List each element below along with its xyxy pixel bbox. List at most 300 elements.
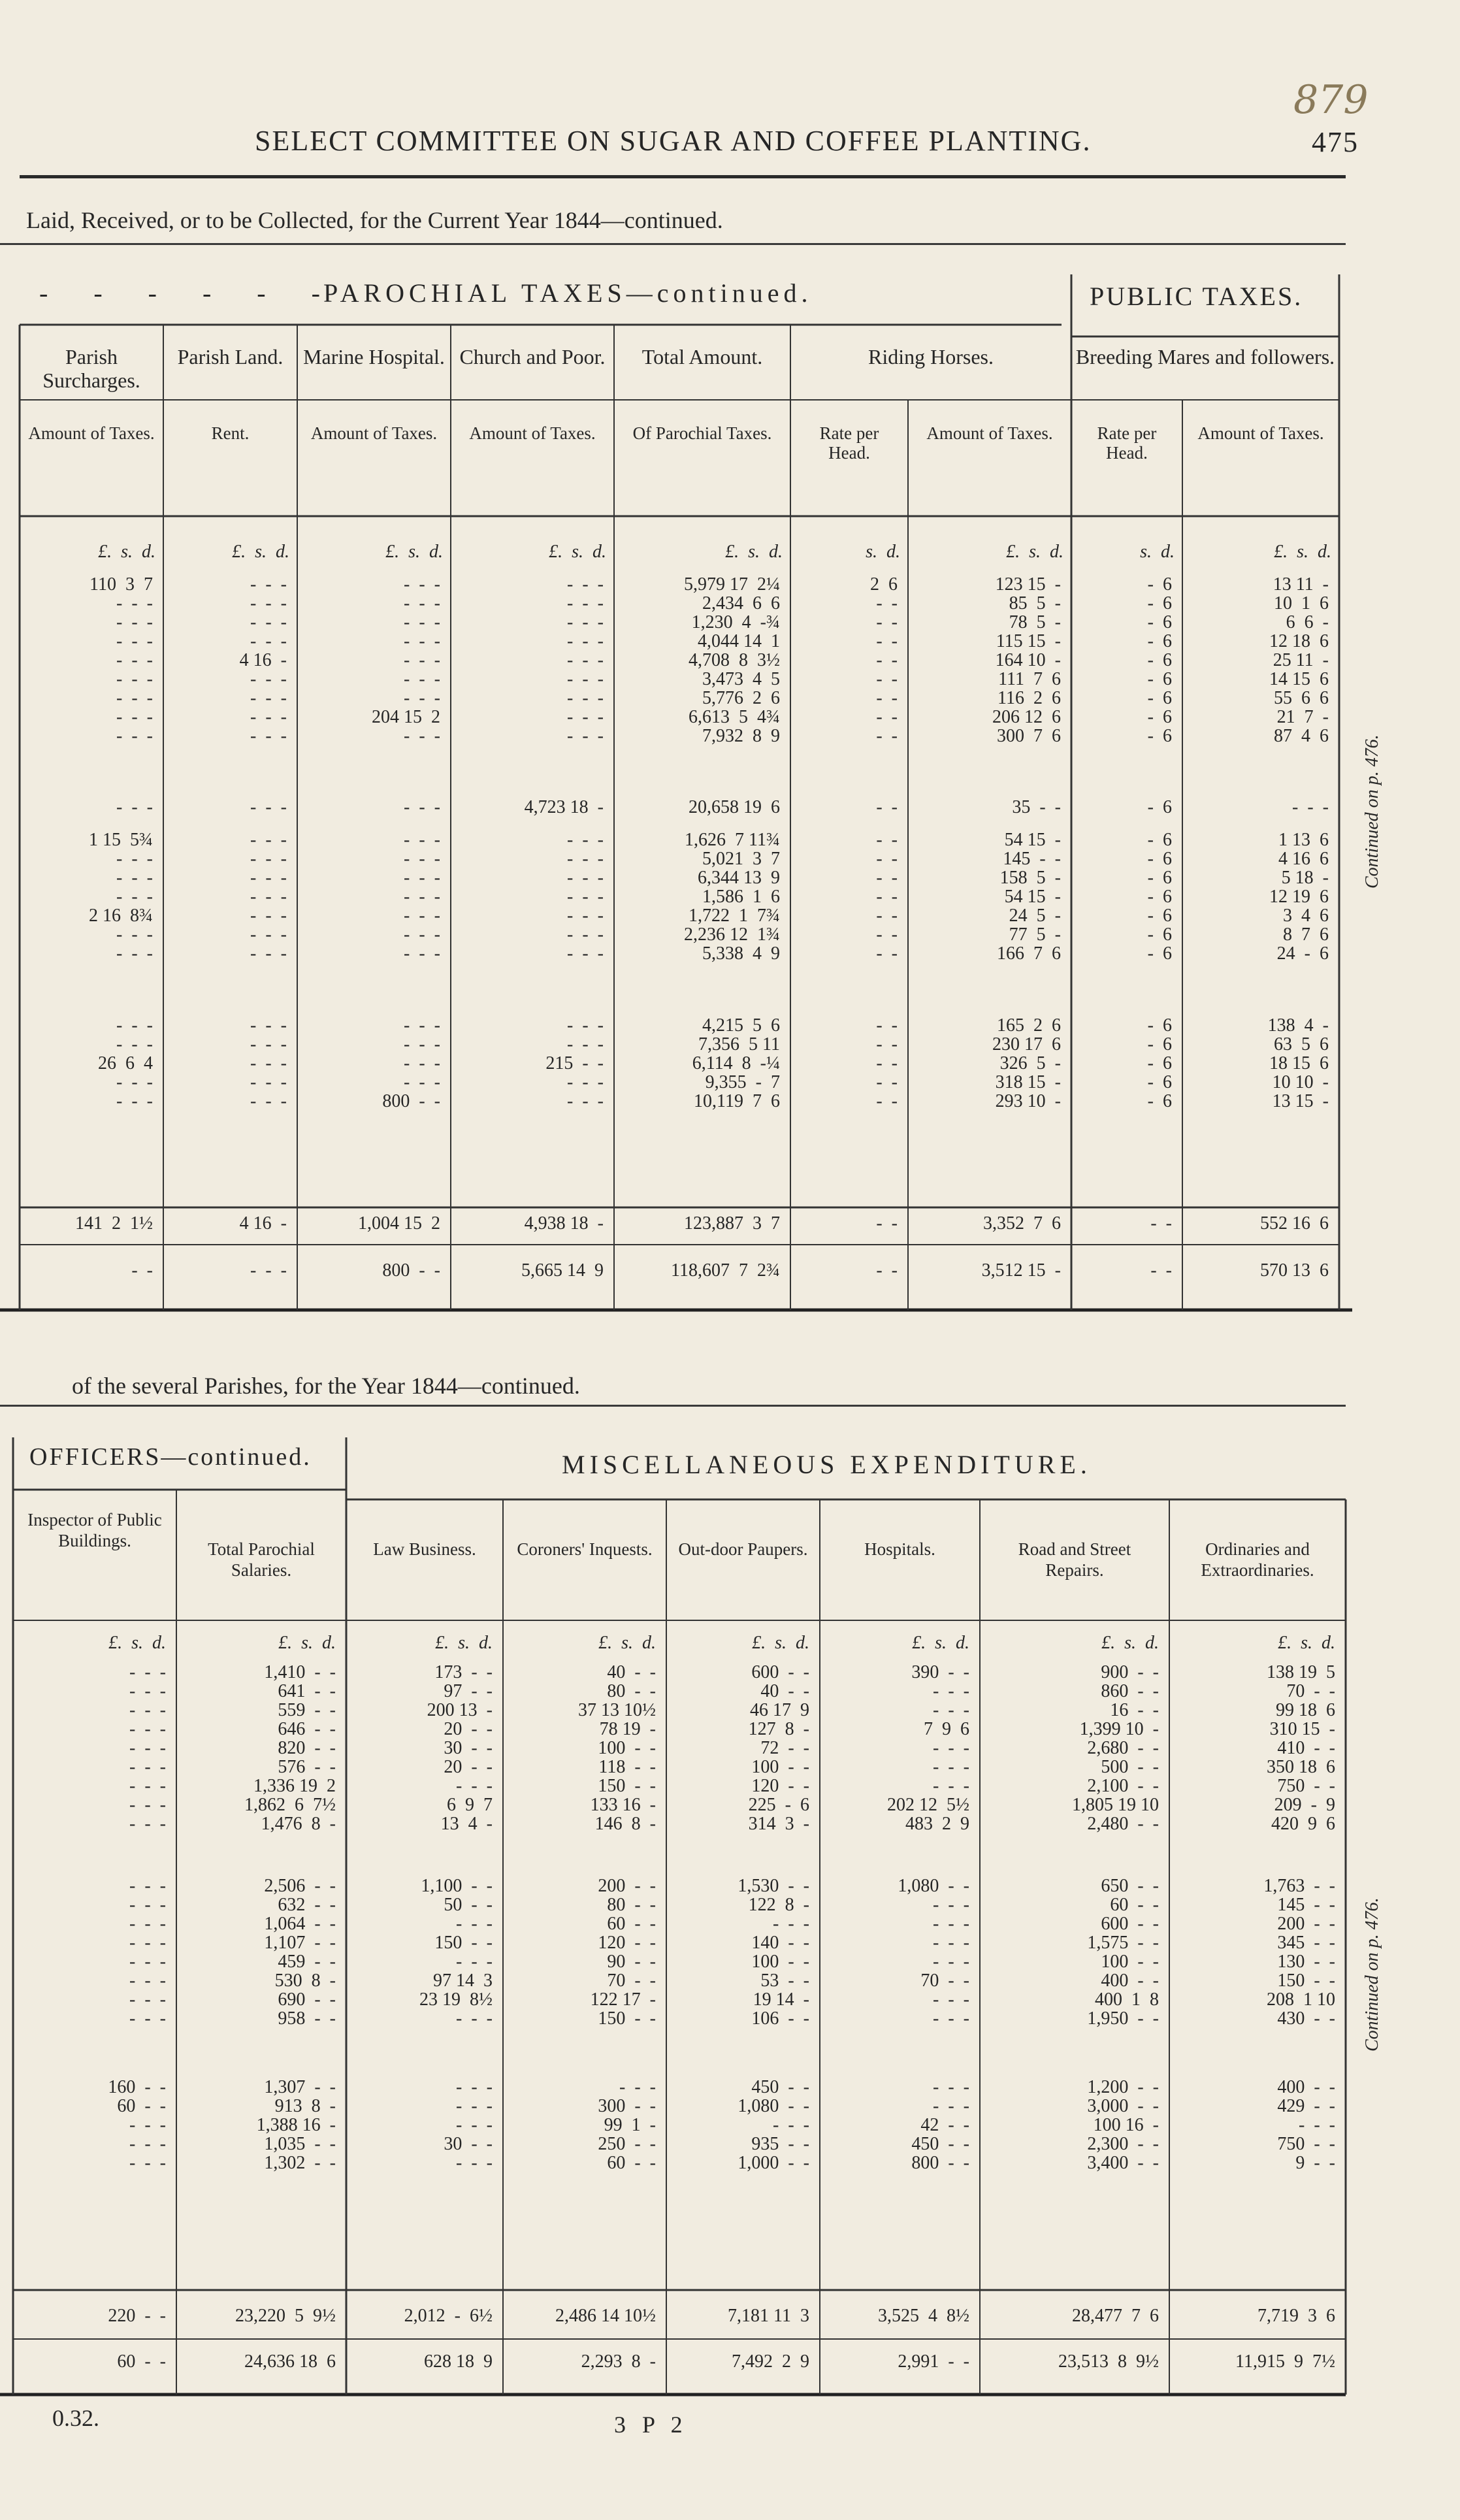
top-cell: - - - (250, 868, 287, 888)
top-cell: 2 16 8¾ (89, 906, 153, 926)
bottom-cell: 202 12 5½ (887, 1795, 969, 1815)
bottom-cell: - - - (933, 1914, 969, 1934)
top-col-sub: Amount of Taxes. (926, 423, 1053, 443)
bottom-cell: - - - (129, 1895, 166, 1915)
bottom-cell: 100 - - (751, 1757, 809, 1777)
top-cell: 326 5 - (999, 1053, 1061, 1073)
bottom-cell: 80 - - (607, 1681, 656, 1701)
bottom-cell: 42 - - (920, 2115, 969, 2135)
bottom-caption: of the several Parishes, for the Year 1844—continued. (72, 1373, 580, 1399)
top-cell: 2,236 12 1¾ (684, 925, 780, 945)
top-col-head: Parish Surcharges. (42, 345, 140, 392)
top-cell: - 6 (1147, 669, 1172, 689)
bottom-cell: 1,107 - - (264, 1933, 336, 1953)
bottom-cell: 1,476 8 - (261, 1814, 336, 1834)
page-number: 475 (1312, 126, 1359, 158)
top-cell: - - - (250, 1015, 287, 1036)
bottom-total-cell: 2,012 - 6½ (404, 2306, 493, 2326)
bottom-cell: 100 - - (598, 1738, 656, 1758)
bottom-cell: 150 - - (1277, 1971, 1335, 1991)
top-cell: 111 7 6 (998, 669, 1061, 689)
bottom-cell: 860 - - (1101, 1681, 1159, 1701)
bottom-cell: 646 - - (278, 1719, 336, 1739)
bottom-cell: 6 9 7 (447, 1795, 493, 1815)
bottom-cell: 160 - - (108, 2077, 166, 2097)
top-cell: 164 10 - (995, 650, 1061, 670)
bottom-col-head: Law Business. (373, 1539, 476, 1559)
bottom-cell: 450 - - (751, 2077, 809, 2097)
top-cell: 10 10 - (1272, 1072, 1329, 1092)
bottom-cell: 150 - - (598, 2008, 656, 2029)
bottom-cell: 2,480 - - (1087, 1814, 1159, 1834)
bottom-cell: 78 19 - (599, 1719, 656, 1739)
bottom-cell: - - - (933, 1952, 969, 1972)
bottom-cell: 60 - - (607, 2153, 656, 2173)
top-cell: 3 4 6 (1283, 906, 1329, 926)
bottom-cell: 3,000 - - (1087, 2096, 1159, 2116)
bottom-cell: 118 - - (598, 1757, 656, 1777)
top-cell: 318 15 - (995, 1072, 1061, 1092)
top-cell: - 6 (1147, 612, 1172, 632)
bottom-total-cell: 23,220 5 9½ (235, 2306, 336, 2326)
bottom-cell: 70 - - (920, 1971, 969, 1991)
bottom-cell: 1,302 - - (264, 2153, 336, 2173)
top-cell: - - - (404, 593, 440, 614)
top-total-cell: 552 16 6 (1260, 1213, 1329, 1234)
top-cell: - - - (116, 650, 153, 670)
top-cell: 5,979 17 2¼ (684, 574, 780, 595)
top-cell: 4,044 14 1 (698, 631, 780, 651)
bottom-cell: 130 - - (1277, 1952, 1335, 1972)
top-caption: Laid, Received, or to be Collected, for the Current Year 1844—continued. (26, 207, 723, 233)
top-cell: - - - (250, 943, 287, 964)
top-col-sub: Amount of Taxes. (469, 423, 596, 443)
top-cell: - - - (567, 925, 604, 945)
bottom-total-cell: 28,477 7 6 (1072, 2306, 1159, 2326)
bottom-cell: 100 - - (1101, 1952, 1159, 1972)
top-cell: - - - (116, 1034, 153, 1055)
bottom-col-head: Hospitals. (864, 1539, 935, 1559)
top-cell: - - (876, 797, 898, 817)
top-cell: 3,473 4 5 (702, 669, 780, 689)
top-cell: - - - (116, 1091, 153, 1111)
top-col-head: Parish Land. (177, 345, 284, 368)
bottom-cell: 600 - - (751, 1662, 809, 1682)
top-cell: - - - (250, 1053, 287, 1073)
top-side-note: Continued on p. 476. (1362, 734, 1382, 889)
bottom-cell: 1,336 19 2 (253, 1776, 336, 1796)
top-cell: - - (876, 868, 898, 888)
top-cell: - - - (404, 726, 440, 746)
bottom-cell: 250 - - (598, 2134, 656, 2154)
top-cell: - 6 (1147, 1015, 1172, 1036)
bottom-cell: - - - (129, 1757, 166, 1777)
top-cell: 6,344 13 9 (698, 868, 780, 888)
top-cell: 85 5 - (1009, 593, 1061, 614)
top-cell: 4 16 6 (1278, 849, 1329, 869)
bottom-cell: 1,064 - - (264, 1914, 336, 1934)
top-cell: - - - (567, 887, 604, 907)
top-cell: 13 15 - (1272, 1091, 1329, 1111)
top-cell: 293 10 - (995, 1091, 1061, 1111)
top-cell: - - (876, 688, 898, 708)
bottom-cell: 1,200 - - (1087, 2077, 1159, 2097)
top-cell: 5,776 2 6 (702, 688, 780, 708)
top-total-cell: - - (876, 1213, 898, 1234)
bottom-cell: 632 - - (278, 1895, 336, 1915)
bottom-cell: 120 - - (751, 1776, 809, 1796)
top-cell: - - - (404, 574, 440, 595)
top-cell: - - (876, 1053, 898, 1073)
bottom-cell: 200 - - (1277, 1914, 1335, 1934)
handwritten-folio: 879 (1293, 77, 1369, 123)
top-total-cell: 141 2 1½ (75, 1213, 153, 1234)
top-cell: - - - (116, 943, 153, 964)
bottom-cell: 483 2 9 (905, 1814, 969, 1834)
top-cell: 78 5 - (1009, 612, 1061, 632)
bottom-cell: - - - (129, 2153, 166, 2173)
bottom-cell: 99 18 6 (1276, 1700, 1335, 1720)
top-col-head: Church and Poor. (459, 345, 606, 368)
bottom-cell: - - - (129, 1971, 166, 1991)
bottom-cell: 1,100 - - (421, 1876, 493, 1896)
top-total-cell: - - (131, 1260, 153, 1281)
top-cell: - 6 (1147, 1053, 1172, 1073)
top-cell: - - - (250, 925, 287, 945)
bottom-cell: 913 8 - (274, 2096, 336, 2116)
top-cell: - - - (404, 830, 440, 850)
bottom-cell: 99 1 - (604, 2115, 656, 2135)
top-cell: - - - (404, 631, 440, 651)
top-cell: - - (876, 650, 898, 670)
bottom-cell: - - - (129, 1814, 166, 1834)
top-cell: 4,708 8 3½ (689, 650, 780, 670)
top-cell: 116 2 6 (998, 688, 1061, 708)
bottom-cell: - - - (933, 1895, 969, 1915)
bottom-cell: 400 1 8 (1095, 1989, 1159, 2010)
bottom-cell: 600 - - (1101, 1914, 1159, 1934)
top-cell: - - (876, 612, 898, 632)
bottom-total-cell: 220 - - (108, 2306, 166, 2326)
bottom-cell: 133 16 - (590, 1795, 656, 1815)
top-cell: 215 - - (545, 1053, 604, 1073)
bottom-cell: 90 - - (607, 1952, 656, 1972)
bottom-total-cell: 2,293 8 - (581, 2351, 656, 2372)
top-cell: 7,356 5 11 (698, 1034, 780, 1055)
bottom-cell: - - - (456, 1952, 493, 1972)
top-total-cell: 800 - - (382, 1260, 440, 1281)
top-col-sub: Rate per Head. (1097, 423, 1157, 463)
top-cell: - - - (567, 707, 604, 727)
bottom-cell: - - - (456, 1776, 493, 1796)
bottom-cell: - - - (456, 1914, 493, 1934)
bottom-cell: 750 - - (1277, 2134, 1335, 2154)
bottom-cell: 40 - - (607, 1662, 656, 1682)
top-cell: 123 15 - (995, 574, 1061, 595)
top-cell: - - - (250, 797, 287, 817)
top-cell: 204 15 2 (372, 707, 440, 727)
bottom-cell: 2,506 - - (264, 1876, 336, 1896)
top-cell: 6,114 8 -¼ (692, 1053, 780, 1073)
bottom-cell: - - - (619, 2077, 656, 2097)
bottom-cell: 30 - - (444, 1738, 493, 1758)
top-cell: - - (876, 726, 898, 746)
top-cell: 6 6 - (1286, 612, 1329, 632)
bottom-cell: - - - (773, 1914, 809, 1934)
bottom-cell: 30 - - (444, 2134, 493, 2154)
top-cell: - - - (404, 669, 440, 689)
top-cell: 115 15 - (996, 631, 1061, 651)
bottom-cell: - - - (129, 1989, 166, 2010)
top-cell: 2,434 6 6 (702, 593, 780, 614)
top-cell: - - - (567, 669, 604, 689)
top-total-cell: - - (1150, 1260, 1172, 1281)
top-col-units: £. s. d. (232, 542, 289, 562)
bottom-cell: 208 1 10 (1267, 1989, 1335, 2010)
bottom-cell: - - - (129, 1914, 166, 1934)
bottom-cell: - - - (129, 2008, 166, 2029)
top-col-head: Marine Hospital. (303, 345, 445, 368)
top-cell: - - - (250, 830, 287, 850)
bottom-cell: 650 - - (1101, 1876, 1159, 1896)
bottom-col-units: £. s. d. (598, 1633, 656, 1653)
top-cell: - - (876, 830, 898, 850)
bottom-cell: - - - (933, 2096, 969, 2116)
bottom-cell: 1,388 16 - (256, 2115, 336, 2135)
bottom-col-units: £. s. d. (1101, 1633, 1159, 1653)
top-cell: - 6 (1147, 830, 1172, 850)
top-col-sub: Of Parochial Taxes. (632, 423, 772, 443)
top-total-cell: 3,352 7 6 (983, 1213, 1061, 1234)
bottom-cell: 314 3 - (748, 1814, 809, 1834)
top-col-head: Breeding Mares and followers. (1075, 345, 1335, 368)
bottom-cell: 576 - - (278, 1757, 336, 1777)
bottom-cell: 641 - - (278, 1681, 336, 1701)
top-cell: - - - (404, 650, 440, 670)
top-cell: 14 15 6 (1269, 669, 1329, 689)
top-cell: - 6 (1147, 906, 1172, 926)
bottom-total-cell: 60 - - (117, 2351, 166, 2372)
top-cell: - - (876, 593, 898, 614)
bottom-cell: 500 - - (1101, 1757, 1159, 1777)
top-total-cell: 1,004 15 2 (358, 1213, 440, 1234)
top-cell: - - - (404, 688, 440, 708)
top-cell: - - - (567, 593, 604, 614)
bottom-cell: - - - (933, 1933, 969, 1953)
bottom-cell: 400 - - (1101, 1971, 1159, 1991)
bottom-total-cell: 7,181 11 3 (728, 2306, 809, 2326)
top-cell: 18 15 6 (1269, 1053, 1329, 1073)
top-cell: - 6 (1147, 1091, 1172, 1111)
top-cell: - - - (567, 612, 604, 632)
top-cell: - - - (404, 612, 440, 632)
top-cell: - - - (116, 1015, 153, 1036)
top-cell: - 6 (1147, 797, 1172, 817)
top-cell: - 6 (1147, 1072, 1172, 1092)
bottom-cell: 2,100 - - (1087, 1776, 1159, 1796)
bottom-cell: - - - (456, 2153, 493, 2173)
bottom-section-right: MISCELLANEOUS EXPENDITURE. (562, 1450, 1092, 1479)
top-cell: - - - (404, 1034, 440, 1055)
top-cell: - - - (404, 887, 440, 907)
top-cell: - - - (567, 1034, 604, 1055)
top-cell: - - - (250, 669, 287, 689)
top-cell: 8 7 6 (1283, 925, 1329, 945)
bottom-cell: 1,080 - - (898, 1876, 969, 1896)
top-col-units: £. s. d. (549, 542, 606, 562)
top-cell: 165 2 6 (997, 1015, 1061, 1036)
top-cell: 25 11 - (1273, 650, 1329, 670)
bottom-cell: - - - (129, 2134, 166, 2154)
top-cell: 206 12 6 (992, 707, 1061, 727)
top-cell: - - - (250, 1091, 287, 1111)
top-cell: - - - (116, 669, 153, 689)
top-cell: 7,932 8 9 (702, 726, 780, 746)
top-cell: - - (876, 669, 898, 689)
bottom-cell: 209 - 9 (1274, 1795, 1335, 1815)
top-cell: - - - (116, 868, 153, 888)
top-cell: 300 7 6 (997, 726, 1061, 746)
top-cell: 54 15 - (1004, 887, 1061, 907)
bottom-total-cell: 11,915 9 7½ (1235, 2351, 1335, 2372)
top-cell: - - (876, 707, 898, 727)
top-cell: 87 4 6 (1274, 726, 1329, 746)
bottom-cell: 9 - - (1295, 2153, 1335, 2173)
bottom-cell: 20 - - (444, 1757, 493, 1777)
top-cell: - - (876, 1072, 898, 1092)
bottom-total-cell: 2,991 - - (898, 2351, 969, 2372)
top-col-sub: Amount of Taxes. (1197, 423, 1324, 443)
bottom-total-cell: 628 18 9 (424, 2351, 493, 2372)
top-cell: 1 15 5¾ (89, 830, 153, 850)
top-cell: - - - (567, 849, 604, 869)
bottom-cell: 1,530 - - (738, 1876, 809, 1896)
top-cell: - - - (567, 1015, 604, 1036)
top-cell: - - - (404, 943, 440, 964)
bottom-cell: 1,035 - - (264, 2134, 336, 2154)
top-total-cell: 118,607 7 2¾ (671, 1260, 780, 1281)
top-cell: 5,338 4 9 (702, 943, 780, 964)
bottom-cell: - - - (933, 1738, 969, 1758)
top-cell: - - (876, 1015, 898, 1036)
bottom-cell: 60 - - (1110, 1895, 1159, 1915)
bottom-cell: 122 17 - (590, 1989, 656, 2010)
bottom-cell: - - - (129, 1933, 166, 1953)
bottom-total-cell: 2,486 14 10½ (555, 2306, 656, 2326)
top-cell: - - - (567, 631, 604, 651)
bottom-cell: 3,400 - - (1087, 2153, 1159, 2173)
top-total-cell: 123,887 3 7 (684, 1213, 780, 1234)
top-section-dashes: - - - - - - (39, 278, 340, 308)
top-cell: - 6 (1147, 593, 1172, 614)
top-total-cell: 5,665 14 9 (521, 1260, 604, 1281)
top-cell: 158 5 - (999, 868, 1061, 888)
bottom-total-cell: 7,492 2 9 (732, 2351, 809, 2372)
top-cell: - 6 (1147, 688, 1172, 708)
top-cell: - - - (116, 688, 153, 708)
bottom-cell: 122 8 - (748, 1895, 809, 1915)
bottom-cell: 1,575 - - (1087, 1933, 1159, 1953)
top-cell: - 6 (1147, 1034, 1172, 1055)
top-cell: - - - (567, 830, 604, 850)
bottom-cell: 750 - - (1277, 1776, 1335, 1796)
top-cell: - - - (404, 1053, 440, 1073)
top-cell: 110 3 7 (89, 574, 153, 595)
bottom-cell: 60 - - (117, 2096, 166, 2116)
bottom-cell: 80 - - (607, 1895, 656, 1915)
top-cell: 20,658 19 6 (689, 797, 780, 817)
top-cell: - - - (116, 726, 153, 746)
top-cell: - - - (250, 574, 287, 595)
running-title: SELECT COMMITTEE ON SUGAR AND COFFEE PLANTING. (255, 125, 1092, 157)
top-cell: 35 - - (1012, 797, 1061, 817)
bottom-side-note: Continued on p. 476. (1362, 1897, 1382, 2052)
bottom-cell: - - - (456, 2077, 493, 2097)
top-cell: - - - (250, 612, 287, 632)
top-cell: - - - (250, 849, 287, 869)
top-cell: - 6 (1147, 631, 1172, 651)
top-cell: - - - (404, 849, 440, 869)
bottom-cell: 400 - - (1277, 2077, 1335, 2097)
top-cell: - - - (250, 726, 287, 746)
top-cell: 145 - - (1003, 849, 1061, 869)
bottom-cell: 459 - - (278, 1952, 336, 1972)
bottom-cell: 100 - - (751, 1952, 809, 1972)
top-cell: - - - (250, 593, 287, 614)
top-total-cell: 4 16 - (239, 1213, 287, 1234)
bottom-col-head: Inspector of Public Buildings. (27, 1510, 162, 1550)
top-col-units: £. s. d. (725, 542, 783, 562)
bottom-cell: 300 - - (598, 2096, 656, 2116)
top-cell: - - (876, 887, 898, 907)
top-cell: - - - (116, 707, 153, 727)
bottom-cell: 420 9 6 (1271, 1814, 1335, 1834)
top-col-units: £. s. d. (1006, 542, 1063, 562)
top-cell: 55 6 6 (1274, 688, 1329, 708)
top-cell: 4,723 18 - (524, 797, 604, 817)
top-col-sub: Amount of Taxes. (310, 423, 438, 443)
bottom-cell: - - - (1299, 2115, 1335, 2135)
bottom-cell: - - - (129, 1700, 166, 1720)
bottom-cell: 140 - - (751, 1933, 809, 1953)
top-cell: - - - (116, 612, 153, 632)
top-cell: 1,586 1 6 (702, 887, 780, 907)
top-total-cell: 4,938 18 - (524, 1213, 604, 1234)
top-cell: 77 5 - (1009, 925, 1061, 945)
top-cell: - 6 (1147, 887, 1172, 907)
top-col-head: Riding Horses. (868, 345, 994, 368)
top-cell: - - - (404, 1072, 440, 1092)
top-total-cell: 3,512 15 - (981, 1260, 1061, 1281)
top-cell: - - - (567, 906, 604, 926)
bottom-cell: 173 - - (434, 1662, 493, 1682)
bottom-cell: 1,950 - - (1087, 2008, 1159, 2029)
bottom-cell: 146 8 - (594, 1814, 656, 1834)
top-cell: - - - (567, 1091, 604, 1111)
bottom-cell: 23 19 8½ (419, 1989, 493, 2010)
top-section-right: PUBLIC TAXES. (1090, 282, 1303, 311)
bottom-cell: - - - (129, 1776, 166, 1796)
top-cell: - - (876, 1091, 898, 1111)
bottom-cell: - - - (456, 2008, 493, 2029)
bottom-cell: 345 - - (1277, 1933, 1335, 1953)
top-cell: - 6 (1147, 943, 1172, 964)
top-cell: - - - (404, 1015, 440, 1036)
bottom-cell: 1,763 - - (1263, 1876, 1335, 1896)
top-cell: - - - (250, 906, 287, 926)
top-cell: - - - (404, 906, 440, 926)
top-cell: - - (876, 925, 898, 945)
